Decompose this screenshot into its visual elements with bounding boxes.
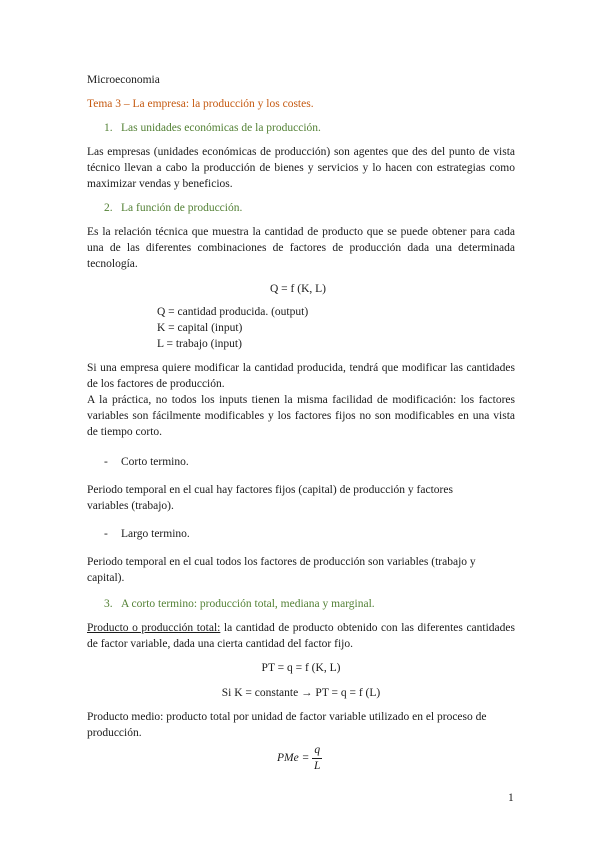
paragraph-5: Periodo temporal en el cual hay factores fijos (capital) de producción y factores variables (trabajo).	[87, 484, 453, 512]
production-function-formula: Q = f (K, L)	[270, 283, 326, 295]
paragraph-8: Producto medio: producto total por unidad de factor variable utilizado en el proceso de producción.	[87, 711, 487, 739]
section-title: Las unidades económicas de la producción.	[121, 122, 321, 134]
paragraph-7-rest: la cantidad de producto obtenido con las diferentes cantidades de factor variable, dada una cierta cantidad del factor fijo.	[87, 622, 515, 650]
pme-fraction	[312, 744, 322, 773]
pt-formula: PT = q = f (K, L)	[261, 662, 341, 674]
section-heading-3	[104, 596, 375, 612]
section-number: 1.	[104, 122, 113, 134]
fraction-bar	[312, 758, 322, 759]
definition-l: L = trabajo (input)	[157, 338, 242, 350]
section-number: 2.	[104, 202, 113, 214]
topic-heading: Tema 3 – La empresa: la producción y los costes.	[87, 98, 314, 110]
term-underlined: Producto o producción total:	[87, 622, 221, 634]
subject-title: Microeconomia	[87, 74, 160, 86]
bullet-dash: -	[104, 456, 108, 468]
constant-k-formula: Si K = constante → PT = q = f (L)	[221, 687, 381, 699]
paragraph-6: Periodo temporal en el cual todos los factores de producción son variables (trabajo y capital).	[87, 556, 476, 584]
section-heading-1	[104, 120, 321, 136]
paragraph-4: A la práctica, no todos los inputs tienen la misma facilidad de modificación: los factores variables son fácilmente modificables y los factores fijos no son modificables en una vista de tiempo corto.	[87, 394, 515, 438]
paragraph-1: Las empresas (unidades económicas de producción) son agentes que des del punto de vista técnico llevan a cabo la producción de bienes y servicios y lo hacen con estrategias como maximizar vendas y beneficios.	[87, 146, 515, 190]
bullet-text: Largo termino.	[121, 528, 190, 540]
page-number: 1	[508, 792, 514, 804]
section-title: La función de producción.	[121, 202, 243, 214]
pme-numerator: q	[314, 744, 321, 756]
paragraph-7	[87, 620, 515, 652]
bullet-text: Corto termino.	[121, 456, 189, 468]
section-heading-2	[104, 200, 242, 216]
pme-formula	[277, 744, 322, 773]
paragraph-3: Si una empresa quiere modificar la cantidad producida, tendrá que modificar las cantidades de los factores de producción.	[87, 362, 515, 390]
pme-denominator: L	[314, 760, 321, 772]
definition-k: K = capital (input)	[157, 322, 243, 334]
bullet-short-term	[104, 454, 189, 470]
bullet-long-term	[104, 526, 190, 542]
paragraph-2: Es la relación técnica que muestra la cantidad de producto que se puede obtener para cada una de las diferentes combinaciones de factores de producción dada una determinada tecnología.	[87, 226, 515, 270]
definition-q: Q = cantidad producida. (output)	[157, 306, 309, 318]
section-number: 3.	[104, 598, 113, 610]
section-title: A corto termino: producción total, mediana y marginal.	[121, 598, 375, 610]
pme-lhs: PMe =	[277, 752, 310, 765]
bullet-dash: -	[104, 528, 108, 540]
